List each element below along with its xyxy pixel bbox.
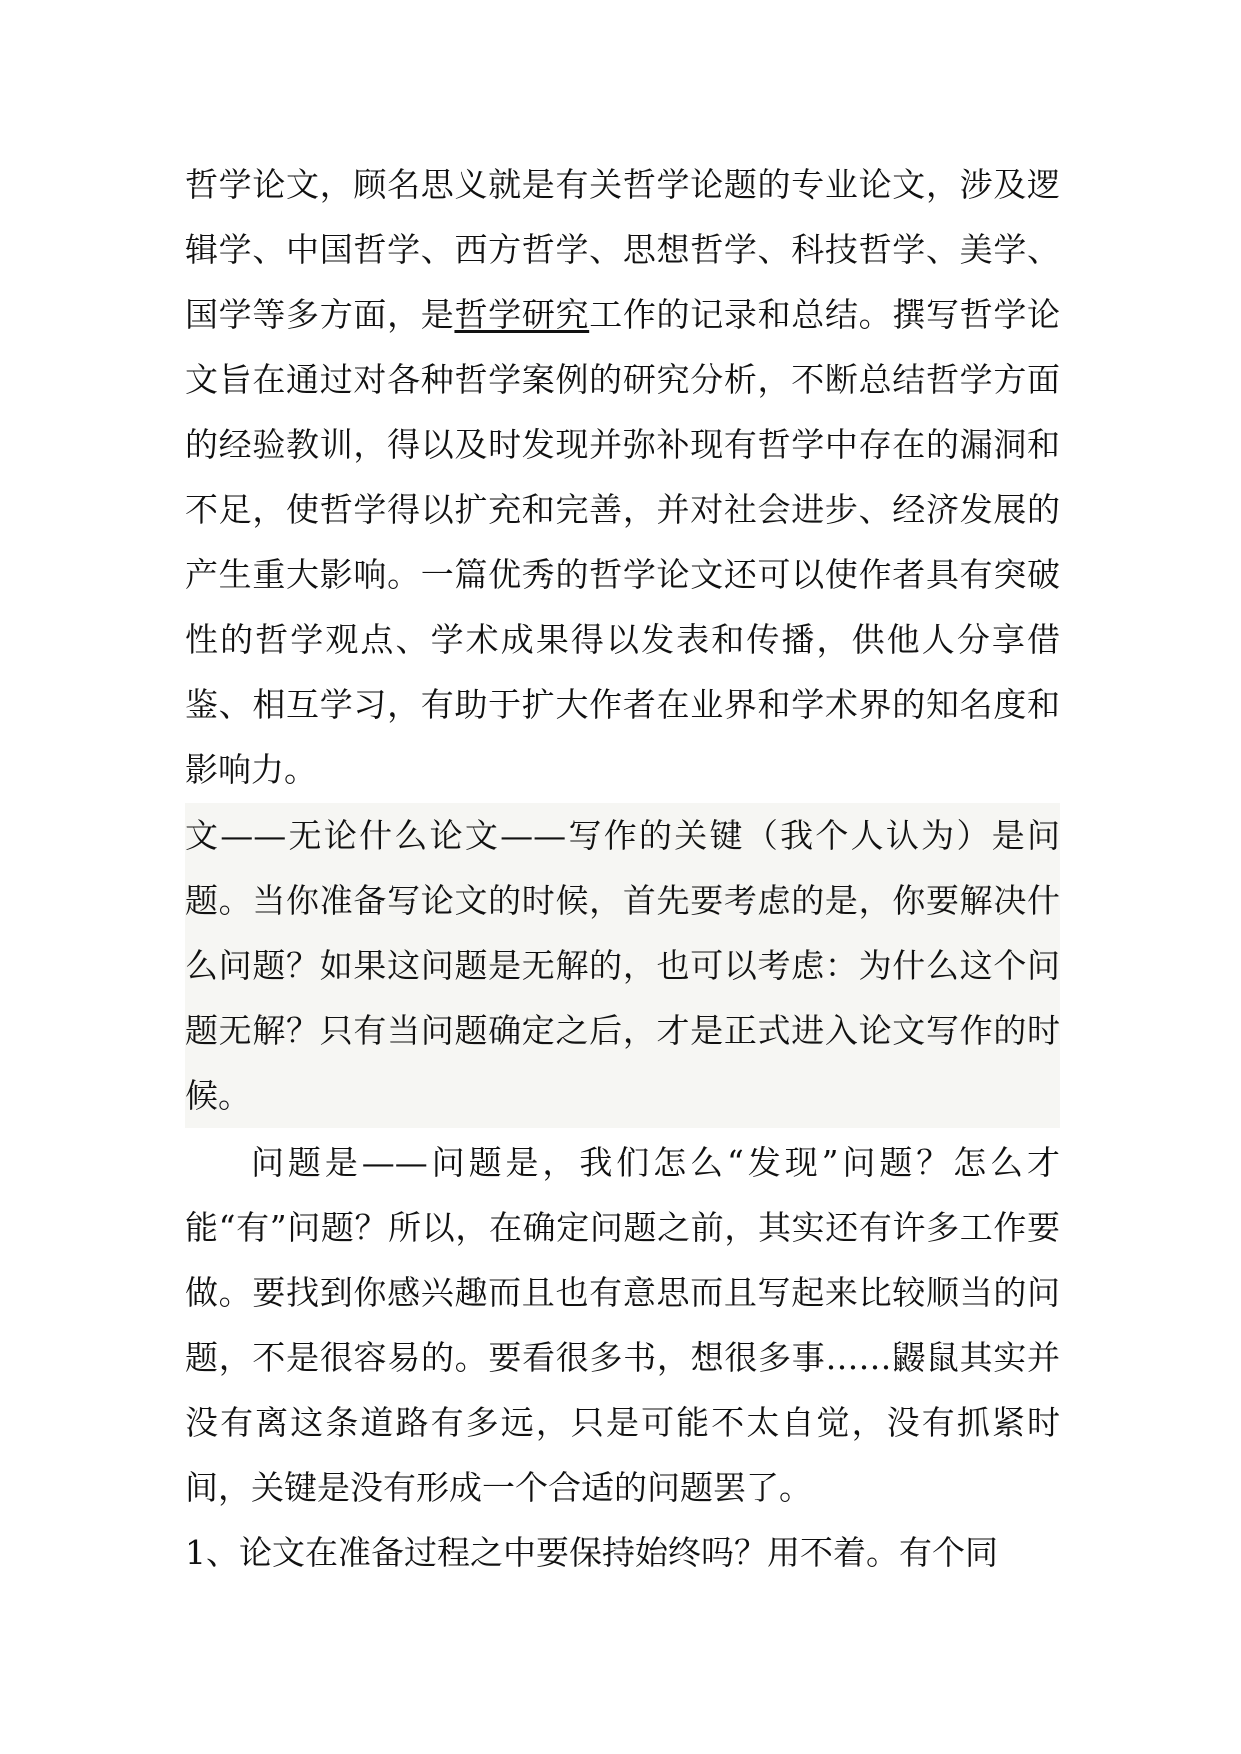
numbered-item-1: 1、论文在准备过程之中要保持始终吗？用不着。有个同 [185, 1533, 998, 1572]
highlighted-paragraph: 文——无论什么论文——写作的关键（我个人认为）是问题。当你准备写论文的时候，首先要考虑的是，你要解决什么问题？如果这问题是无解的，也可以考虑：为什么这个问题无解？只有当问题确定之后，才是正式进入论文写作的时候。 [185, 803, 1060, 1128]
intro-text-after: 工作的记录和总结。撰写哲学论文旨在通过对各种哲学案例的研究分析，不断总结哲学方面的经验教训，得以及时发现并弥补现有哲学中存在的漏洞和不足，使哲学得以扩充和完善，并对社会进步、经济发展的产生重大影响。一篇优秀的哲学论文还可以使作者具有突破性的哲学观点、学术成果得以发表和传播，供他人分享借鉴、相互学习，有助于扩大作者在业界和学术界的知名度和影响力。 [185, 295, 1061, 789]
intro-text-before: 哲学论文，顾名思义就是有关哲学论题的专业论文，涉及逻辑学、中国哲学、西方哲学、思想哲学、科技哲学、美学、国学等多方面，是 [185, 165, 1060, 334]
question-paragraph: 问题是——问题是，我们怎么“发现”问题？怎么才能“有”问题？所以，在确定问题之前，其实还有许多工作要做。要找到你感兴趣而且也有意思而且写起来比较顺当的问题，不是很容易的。要看很多书，想很多事……鼹鼠其实并没有离这条道路有多远，只是可能不太自觉，没有抓紧时间，关键是没有形成一个合适的问题罢了。 [185, 1143, 1060, 1507]
intro-paragraph [185, 152, 1060, 802]
philosophy-research-link[interactable]: 哲学研究 [454, 295, 590, 334]
